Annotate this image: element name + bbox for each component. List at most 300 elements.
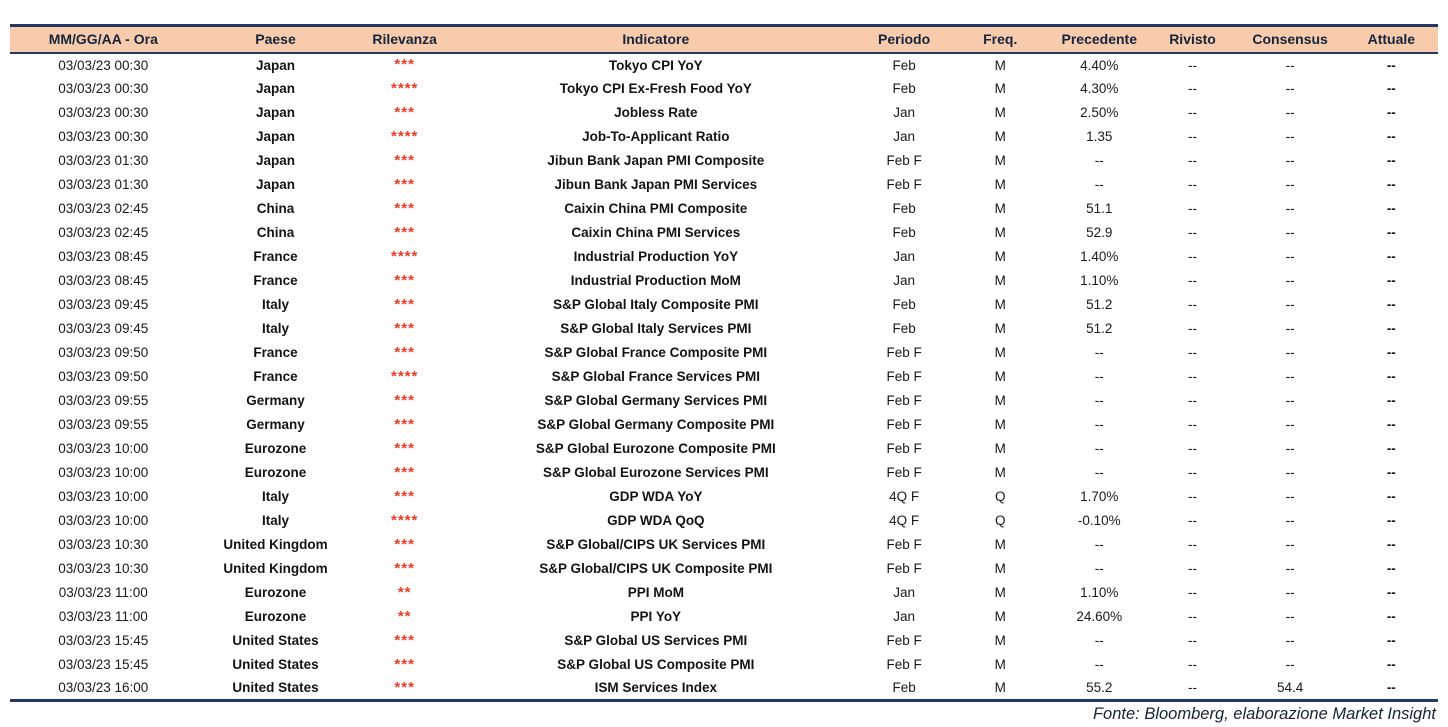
cell-previous: 52.9 [1086,225,1113,240]
cell-date-time: 03/03/23 00:30 [58,105,149,120]
cell-previous: 2.50% [1080,105,1119,120]
cell-actual: -- [1386,537,1396,552]
column-header-period: Periodo [857,26,952,53]
table-row [10,485,1438,509]
table-row [10,101,1438,125]
cell-revised: -- [1188,225,1198,240]
cell-previous: 51.2 [1086,321,1113,336]
cell-frequency: M [994,129,1006,144]
cell-frequency: M [994,273,1006,288]
cell-frequency: M [994,81,1006,96]
cell-frequency: M [994,465,1006,480]
cell-frequency: M [994,225,1006,240]
cell-relevance-stars: *** [394,103,415,121]
source-note: Fonte: Bloomberg, elaborazione Market Insight [1092,705,1436,723]
cell-date-time: 03/03/23 08:45 [58,273,149,288]
cell-frequency: M [994,609,1006,624]
table-row [10,533,1438,557]
cell-previous: -- [1094,393,1104,408]
table-row [10,125,1438,149]
column-header-previous: Precedente [1049,26,1149,53]
cell-indicator: S&P Global US Composite PMI [557,657,755,672]
cell-date-time: 03/03/23 01:30 [58,153,149,168]
cell-period: Jan [893,249,915,264]
cell-frequency: M [994,441,1006,456]
cell-revised: -- [1188,633,1198,648]
cell-indicator: ISM Services Index [594,680,717,696]
cell-date-time: 03/03/23 09:55 [58,417,149,432]
cell-revised: -- [1188,465,1198,480]
column-header-country: Paese [197,26,355,53]
cell-date-time: 03/03/23 09:45 [58,297,149,312]
cell-previous: -- [1094,465,1104,480]
cell-period: Feb F [886,369,922,384]
cell-frequency: M [994,561,1006,576]
table-row [10,365,1438,389]
cell-consensus: -- [1285,297,1295,312]
cell-relevance-stars: *** [394,319,415,337]
cell-consensus: -- [1285,153,1295,168]
cell-date-time: 03/03/23 15:45 [58,633,149,648]
cell-consensus: -- [1285,561,1295,576]
cell-relevance-stars: *** [394,535,415,553]
cell-country: Japan [255,153,296,168]
cell-country: Italy [261,489,289,504]
cell-country: China [256,225,295,240]
cell-period: Feb F [886,393,922,408]
cell-period: Feb F [886,465,922,480]
cell-indicator: S&P Global Germany Services PMI [544,393,768,408]
cell-date-time: 03/03/23 11:00 [58,609,148,624]
table-row [10,677,1438,701]
cell-revised: -- [1188,57,1198,73]
cell-revised: -- [1188,153,1198,168]
table-row [10,269,1438,293]
cell-consensus: -- [1285,345,1295,360]
cell-previous: -- [1094,417,1104,432]
cell-relevance-stars: *** [394,151,415,169]
cell-previous: -- [1094,153,1104,168]
cell-country: Eurozone [244,441,307,456]
cell-revised: -- [1188,321,1198,336]
table-row [10,437,1438,461]
cell-date-time: 03/03/23 09:55 [58,393,149,408]
table-row [10,509,1438,533]
cell-actual: -- [1386,633,1396,648]
cell-revised: -- [1188,489,1198,504]
cell-actual: -- [1386,417,1396,432]
cell-indicator: PPI MoM [627,585,684,600]
cell-country: United States [232,633,319,648]
economic-calendar-table [10,24,1438,702]
cell-indicator: S&P Global Italy Composite PMI [553,297,759,312]
cell-relevance-stars: **** [390,367,419,385]
cell-date-time: 03/03/23 01:30 [58,177,149,192]
cell-frequency: M [994,321,1006,336]
cell-relevance-stars: *** [394,463,415,481]
cell-revised: -- [1188,657,1198,672]
cell-frequency: M [994,177,1006,192]
cell-indicator: S&P Global France Services PMI [551,369,760,384]
cell-revised: -- [1188,417,1198,432]
cell-consensus: -- [1285,321,1295,336]
cell-previous: -- [1094,633,1104,648]
cell-country: Germany [246,417,305,432]
cell-revised: -- [1188,513,1198,528]
cell-actual: -- [1386,153,1396,168]
cell-period: 4Q F [889,489,920,504]
column-header-frequency: Freq. [951,26,1049,53]
cell-period: Feb F [886,153,922,168]
cell-date-time: 03/03/23 09:50 [58,345,149,360]
cell-previous: -- [1094,561,1104,576]
cell-country: China [256,201,295,216]
cell-indicator: S&P Global Italy Services PMI [560,321,752,336]
cell-indicator: S&P Global Eurozone Composite PMI [535,441,776,456]
cell-consensus: -- [1285,537,1295,552]
cell-period: Feb [892,57,916,73]
cell-relevance-stars: *** [394,175,415,193]
cell-actual: -- [1386,657,1396,672]
cell-actual: -- [1386,81,1396,96]
cell-indicator: S&P Global/CIPS UK Composite PMI [539,561,773,576]
cell-period: Feb [892,201,916,216]
cell-country: United States [232,680,319,696]
cell-indicator: Caixin China PMI Services [571,225,741,240]
cell-indicator: Tokyo CPI YoY [608,57,703,73]
cell-actual: -- [1386,441,1396,456]
cell-country: France [253,345,298,360]
cell-relevance-stars: *** [394,343,415,361]
cell-indicator: Caixin China PMI Composite [564,201,748,216]
cell-actual: -- [1386,489,1396,504]
cell-revised: -- [1188,537,1198,552]
cell-actual: -- [1386,57,1396,73]
cell-date-time: 03/03/23 10:00 [58,441,149,456]
cell-consensus: -- [1285,657,1295,672]
cell-revised: -- [1188,609,1198,624]
cell-revised: -- [1188,393,1198,408]
cell-period: Feb F [886,345,922,360]
cell-consensus: -- [1285,129,1295,144]
cell-previous: -- [1094,177,1104,192]
cell-relevance-stars: *** [394,678,415,696]
cell-country: Japan [255,57,296,73]
cell-relevance-stars: *** [394,559,415,577]
cell-relevance-stars: *** [394,415,415,433]
cell-indicator: S&P Global US Services PMI [564,633,748,648]
cell-country: Eurozone [244,585,307,600]
column-header-date-time: MM/GG/AA - Ora [10,26,197,53]
cell-previous: 24.60% [1076,609,1123,624]
cell-country: Germany [246,393,305,408]
cell-country: Japan [255,105,296,120]
cell-actual: -- [1386,585,1396,600]
cell-frequency: M [994,585,1006,600]
cell-indicator: GDP WDA QoQ [607,513,705,528]
cell-date-time: 03/03/23 02:45 [58,201,149,216]
table-row [10,341,1438,365]
cell-indicator: Jibun Bank Japan PMI Services [554,177,758,192]
cell-relevance-stars: *** [394,487,415,505]
cell-consensus: -- [1285,369,1295,384]
table-row [10,557,1438,581]
table-row [10,149,1438,173]
cell-date-time: 03/03/23 00:30 [58,81,149,96]
cell-period: Feb F [886,441,922,456]
cell-previous: -- [1094,345,1104,360]
header-row [10,26,1438,53]
cell-period: Feb F [886,561,922,576]
cell-date-time: 03/03/23 09:50 [58,369,149,384]
cell-frequency: M [994,153,1006,168]
table-row [10,53,1438,77]
cell-consensus: -- [1285,57,1295,73]
cell-revised: -- [1188,441,1198,456]
cell-consensus: -- [1285,465,1295,480]
cell-actual: -- [1386,680,1396,696]
cell-period: Feb [892,225,916,240]
cell-indicator: Jobless Rate [614,105,698,120]
cell-date-time: 03/03/23 10:00 [58,513,149,528]
cell-consensus: -- [1285,441,1295,456]
cell-frequency: M [994,345,1006,360]
cell-actual: -- [1386,105,1396,120]
cell-consensus: -- [1285,393,1295,408]
column-header-actual: Attuale [1345,26,1438,53]
cell-indicator: S&P Global Eurozone Services PMI [543,465,769,480]
cell-period: 4Q F [889,513,920,528]
cell-country: Eurozone [244,465,307,480]
table-row [10,461,1438,485]
cell-date-time: 03/03/23 10:30 [58,537,149,552]
cell-consensus: -- [1285,585,1295,600]
cell-frequency: M [994,369,1006,384]
table-row [10,605,1438,629]
cell-relevance-stars: **** [390,247,419,265]
cell-previous: 1.10% [1080,273,1119,288]
table-row [10,245,1438,269]
table-row [10,389,1438,413]
cell-relevance-stars: *** [394,199,415,217]
cell-period: Feb F [886,657,922,672]
column-header-indicator: Indicatore [455,26,857,53]
cell-consensus: -- [1285,177,1295,192]
cell-revised: -- [1188,81,1198,96]
cell-actual: -- [1386,321,1396,336]
cell-frequency: M [994,297,1006,312]
cell-actual: -- [1386,513,1396,528]
cell-frequency: M [994,417,1006,432]
cell-previous: 1.10% [1080,585,1119,600]
cell-actual: -- [1386,393,1396,408]
cell-previous: -0.10% [1077,513,1121,528]
cell-date-time: 03/03/23 10:30 [58,561,149,576]
cell-date-time: 03/03/23 15:45 [58,657,149,672]
column-header-consensus: Consensus [1236,26,1345,53]
cell-frequency: M [994,105,1006,120]
table-row [10,173,1438,197]
cell-country: Italy [261,297,289,312]
cell-frequency: Q [994,513,1006,528]
table-row [10,581,1438,605]
cell-country: France [253,369,298,384]
cell-period: Feb F [886,417,922,432]
cell-revised: -- [1188,129,1198,144]
cell-actual: -- [1386,201,1396,216]
table-row [10,77,1438,101]
table-row [10,293,1438,317]
cell-consensus: -- [1285,225,1295,240]
cell-indicator: Industrial Production MoM [570,273,741,288]
cell-actual: -- [1386,561,1396,576]
cell-country: Japan [255,129,296,144]
cell-actual: -- [1386,129,1396,144]
cell-previous: -- [1094,657,1104,672]
cell-relevance-stars: *** [394,271,415,289]
cell-country: France [253,273,298,288]
cell-revised: -- [1188,680,1198,696]
cell-revised: -- [1188,105,1198,120]
cell-date-time: 03/03/23 10:00 [58,465,149,480]
cell-indicator: S&P Global Germany Composite PMI [537,417,775,432]
cell-relevance-stars: **** [390,511,419,529]
table-row [10,221,1438,245]
table-row [10,629,1438,653]
cell-date-time: 03/03/23 11:00 [58,585,148,600]
cell-consensus: -- [1285,273,1295,288]
cell-actual: -- [1386,177,1396,192]
cell-previous: 1.70% [1080,489,1119,504]
cell-indicator: Job-To-Applicant Ratio [582,129,730,144]
cell-frequency: Q [994,489,1006,504]
table-body [10,53,1438,701]
cell-consensus: -- [1285,201,1295,216]
cell-revised: -- [1188,273,1198,288]
cell-indicator: PPI YoY [630,609,682,624]
cell-previous: 4.30% [1080,81,1119,96]
cell-previous: -- [1094,369,1104,384]
cell-frequency: M [994,57,1006,73]
cell-period: Feb [892,680,916,696]
cell-actual: -- [1386,249,1396,264]
cell-consensus: -- [1285,633,1295,648]
cell-actual: -- [1386,345,1396,360]
cell-indicator: S&P Global/CIPS UK Services PMI [546,537,766,552]
cell-actual: -- [1386,297,1396,312]
cell-consensus: -- [1285,489,1295,504]
cell-period: Feb F [886,177,922,192]
cell-country: Italy [261,321,289,336]
cell-relevance-stars: *** [394,391,415,409]
cell-consensus: -- [1285,81,1295,96]
cell-consensus: -- [1285,105,1295,120]
cell-previous: 51.1 [1086,201,1113,216]
cell-country: Italy [261,513,289,528]
cell-actual: -- [1386,273,1396,288]
cell-date-time: 03/03/23 08:45 [58,249,149,264]
cell-country: France [253,249,298,264]
cell-revised: -- [1188,345,1198,360]
cell-relevance-stars: *** [394,223,415,241]
cell-revised: -- [1188,297,1198,312]
cell-indicator: GDP WDA YoY [609,489,703,504]
cell-frequency: M [994,537,1006,552]
cell-period: Feb [892,81,916,96]
cell-period: Jan [893,129,915,144]
cell-country: Japan [255,177,296,192]
cell-relevance-stars: ** [397,583,412,601]
cell-previous: 55.2 [1086,680,1113,696]
cell-country: Eurozone [244,609,307,624]
cell-revised: -- [1188,201,1198,216]
cell-indicator: S&P Global France Composite PMI [544,345,768,360]
cell-frequency: M [994,249,1006,264]
cell-date-time: 03/03/23 09:45 [58,321,149,336]
cell-actual: -- [1386,369,1396,384]
cell-revised: -- [1188,177,1198,192]
cell-relevance-stars: **** [390,79,419,97]
cell-relevance-stars: *** [394,655,415,673]
cell-relevance-stars: *** [394,439,415,457]
cell-date-time: 03/03/23 16:00 [58,680,149,696]
cell-country: Japan [255,81,296,96]
cell-previous: 1.40% [1080,249,1119,264]
cell-consensus: -- [1285,513,1295,528]
table-row [10,197,1438,221]
cell-indicator: Tokyo CPI Ex-Fresh Food YoY [559,81,752,96]
cell-date-time: 03/03/23 00:30 [58,57,149,73]
cell-country: United Kingdom [223,537,328,552]
cell-previous: 4.40% [1080,57,1119,73]
cell-consensus: -- [1285,417,1295,432]
cell-actual: -- [1386,609,1396,624]
cell-indicator: Industrial Production YoY [573,249,739,264]
cell-period: Feb F [886,633,922,648]
cell-period: Jan [893,585,915,600]
column-header-revised: Rivisto [1149,26,1235,53]
cell-country: United States [232,657,319,672]
cell-revised: -- [1188,249,1198,264]
cell-frequency: M [994,657,1006,672]
cell-date-time: 03/03/23 00:30 [58,129,149,144]
cell-frequency: M [994,633,1006,648]
cell-relevance-stars: *** [394,631,415,649]
cell-period: Feb [892,297,916,312]
table-row [10,413,1438,437]
cell-indicator: Jibun Bank Japan PMI Composite [547,153,765,168]
cell-previous: -- [1094,441,1104,456]
cell-revised: -- [1188,585,1198,600]
cell-date-time: 03/03/23 10:00 [58,489,149,504]
cell-relevance-stars: *** [394,56,415,73]
cell-actual: -- [1386,225,1396,240]
cell-relevance-stars: *** [394,295,415,313]
cell-previous: -- [1094,537,1104,552]
cell-period: Feb [892,321,916,336]
cell-consensus: -- [1285,609,1295,624]
cell-period: Jan [893,609,915,624]
table-row [10,653,1438,677]
cell-period: Jan [893,273,915,288]
cell-previous: 51.2 [1086,297,1113,312]
cell-frequency: M [994,393,1006,408]
cell-frequency: M [994,201,1006,216]
cell-revised: -- [1188,561,1198,576]
table-row [10,317,1438,341]
cell-period: Feb F [886,537,922,552]
cell-country: United Kingdom [223,561,328,576]
